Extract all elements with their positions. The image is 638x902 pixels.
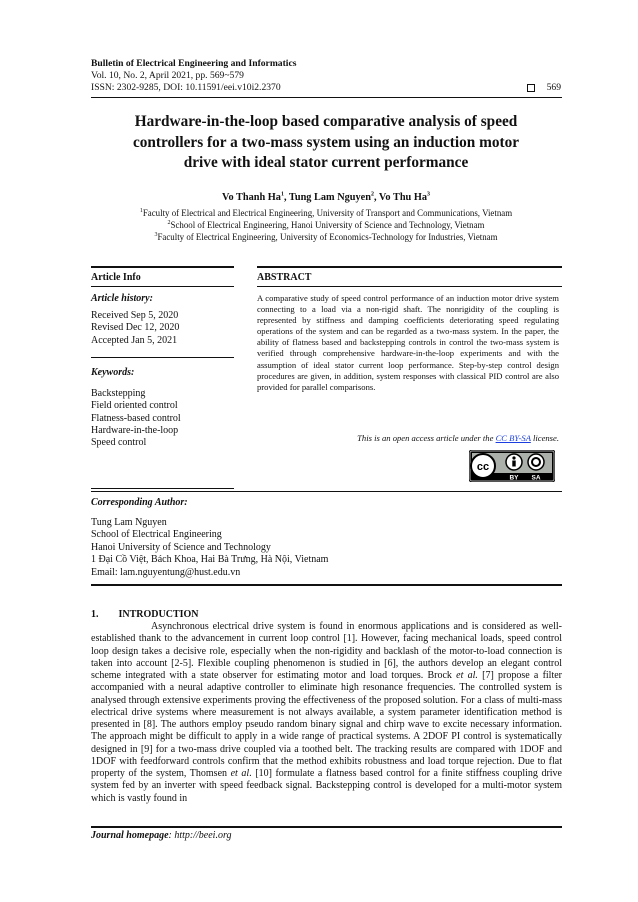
article-history [91, 293, 234, 347]
homepage-colon: : [168, 830, 175, 841]
affiliation-sup: 3 [154, 231, 158, 238]
journal-name: Bulletin of Electrical Engineering and Informatics [91, 58, 297, 69]
journal-homepage [91, 830, 231, 841]
introduction-body [91, 621, 562, 805]
article-info-heading: Article Info [91, 272, 141, 283]
corresponding-line: School of Electrical Engineering [91, 529, 222, 541]
page-number-group [527, 82, 561, 94]
text-run: [7] propose a filter accompanied with a neural adaptive controller to eliminate high resonance frequencies. The controlled system is analysed through extensive experiments proving the effectiveness of the proposed solution. For a class of multi-mass electrical drive systems where measurement is not always available, a system parameter identification method is presented in [8]. The authors employ pseudo random binary signal and chirp wave to excite necessary information. The approach might be difficult to apply in a wide range of practical systems. A 2DOF PI control is systematically designed in [9] for a two-mass drive coupled via a toothed belt. The tracking results are compared with 1DOF and 1DOF with feedforward controls confirm that the method exhibits robustness and load torque rejection. Due to flat property of the system, Thomsen [91, 670, 562, 779]
cc-by-sa-badge[interactable] [469, 450, 555, 482]
title-line: controllers for a two-mass system using an induction motor [132, 133, 520, 151]
keyword: Field oriented control [91, 400, 178, 412]
info-bottom-rule [91, 584, 562, 586]
affiliation-text: School of Electrical Engineering, Hanoi University of Science and Technology, Vietnam [170, 219, 485, 230]
affiliation-text: Faculty of Electrical and Electrical Engineering, University of Transport and Communications, Vietnam [142, 208, 513, 218]
corresponding-block [91, 517, 561, 579]
corresponding-email[interactable]: Email: lam.nguyentung@hust.edu.vn [91, 566, 241, 578]
history-label: Article history: [91, 293, 153, 304]
abstract-text: A comparative study of speed control performance of an induction motor drive system connecting to a load via a non-rigid shaft. The nonrigidity of the coupling is represented by stiffness and damping coefficients deteriorating speed regulating operations of the system and can be regarded as a two-mass system. In the paper, the ability of flatness based and backstepping controls in control the two-mass system is verified through comprehensive hardware-in-the-loop experiments and with the assumption of ideal stator current loop performance. Step-by-step control design procedures are given, in addition, system responses with classical PID control are also provided for parallel comparisons. [257, 293, 559, 392]
corresponding-line: Tung Lam Nguyen [91, 517, 167, 528]
history-item: Revised Dec 12, 2020 [91, 322, 180, 334]
footer-rule [91, 826, 562, 828]
affiliation-list [91, 208, 561, 243]
text-run: . [10] formulate a flatness based control for a finite stiffness coupling drive system fed by an inverter with speed feedback signal. Backstepping control is developed for a multi-motor system which is vastly found in [91, 768, 562, 804]
by-text: BY [509, 474, 519, 482]
open-access-suffix: license. [530, 433, 559, 443]
homepage-url[interactable]: http://beei.org [174, 830, 232, 841]
history-rule [91, 357, 234, 358]
abstract-heading: ABSTRACT [257, 272, 312, 283]
open-access-prefix: This is an open access article under the [357, 433, 496, 443]
affiliation [91, 220, 561, 232]
affiliation [91, 208, 561, 220]
info-top-rule [91, 266, 234, 268]
history-item: Received Sep 5, 2020 [91, 310, 179, 322]
author-list [91, 192, 561, 203]
keyword: Backstepping [91, 388, 146, 400]
keyword: Speed control [91, 437, 147, 449]
keywords-label: Keywords: [91, 367, 135, 378]
keywords-block [91, 367, 234, 449]
affiliation-sup: 2 [167, 219, 171, 226]
page-number: 569 [546, 82, 561, 93]
keyword: Flatness-based control [91, 412, 181, 424]
cc-text: cc [476, 461, 490, 473]
corresponding-top-rule [91, 491, 562, 492]
affiliation-sup: 1 [139, 208, 143, 215]
volume-line: Vol. 10, No. 2, April 2021, pp. 569~579 [91, 70, 244, 81]
text-run-italic: et al [230, 768, 250, 779]
section-title: INTRODUCTION [118, 609, 199, 620]
author-sup: 2 [370, 191, 374, 198]
license-link[interactable]: CC BY-SA [495, 433, 531, 443]
title-line: Hardware-in-the-loop based comparative analysis of speed [134, 113, 518, 130]
abstract-top-rule [257, 266, 562, 268]
square-bullet-icon [527, 84, 535, 92]
affiliation-text: Faculty of Electrical Engineering, University of Economics-Technology for Industries, Vietnam [157, 231, 498, 242]
corresponding-line: 1 Đại Cồ Việt, Bách Khoa, Hai Bà Trưng, Hà Nội, Vietnam [91, 554, 329, 566]
text-run: Asynchronous electrical drive system is found in enormous applications and is considered as well-established thank to the advancement in current loop control [1]. However, facing mechanical loads, speed control loop design takes a decisive role, especially when the non-rigidity and backlash of the motor-to-load connection is taken into account [2-5]. Flexible coupling phenomenon is studied in [6], the authors develop an elegant control scheme integrated with a state observer for estimating motor and load torques. Brock [91, 621, 562, 681]
open-access-notice [257, 433, 559, 443]
homepage-label: Journal homepage [91, 830, 169, 841]
abstract-sub-rule [257, 286, 562, 287]
info-sub-rule [91, 286, 234, 287]
text-run-italic: et al. [456, 670, 478, 681]
history-item: Accepted Jan 5, 2021 [91, 334, 178, 346]
author-sep: , [283, 192, 289, 203]
corresponding-label: Corresponding Author: [91, 497, 188, 508]
sa-text: SA [531, 474, 541, 482]
section-heading [91, 609, 199, 620]
author-name: Vo Thanh Ha [221, 192, 281, 203]
paper-title [91, 112, 561, 174]
author-sup: 1 [280, 191, 284, 198]
affiliation [91, 232, 561, 244]
keywords-bottom-rule [91, 488, 234, 489]
corresponding-line: Hanoi University of Science and Technology [91, 541, 271, 553]
journal-header [91, 58, 561, 94]
issn-line: ISSN: 2302-9285, DOI: 10.11591/eei.v10i2.2370 [91, 82, 281, 93]
author-sup: 3 [427, 191, 431, 198]
author-sep: , [373, 192, 379, 203]
author-name: Vo Thu Ha [378, 192, 428, 203]
author-name: Tung Lam Nguyen [288, 192, 371, 203]
keyword: Hardware-in-the-loop [91, 424, 179, 436]
cc-badge-icon [469, 450, 555, 482]
section-number: 1. [91, 609, 99, 620]
title-line: drive with ideal stator current performance [183, 154, 469, 171]
header-rule [91, 97, 562, 98]
introduction-paragraph [91, 621, 562, 805]
